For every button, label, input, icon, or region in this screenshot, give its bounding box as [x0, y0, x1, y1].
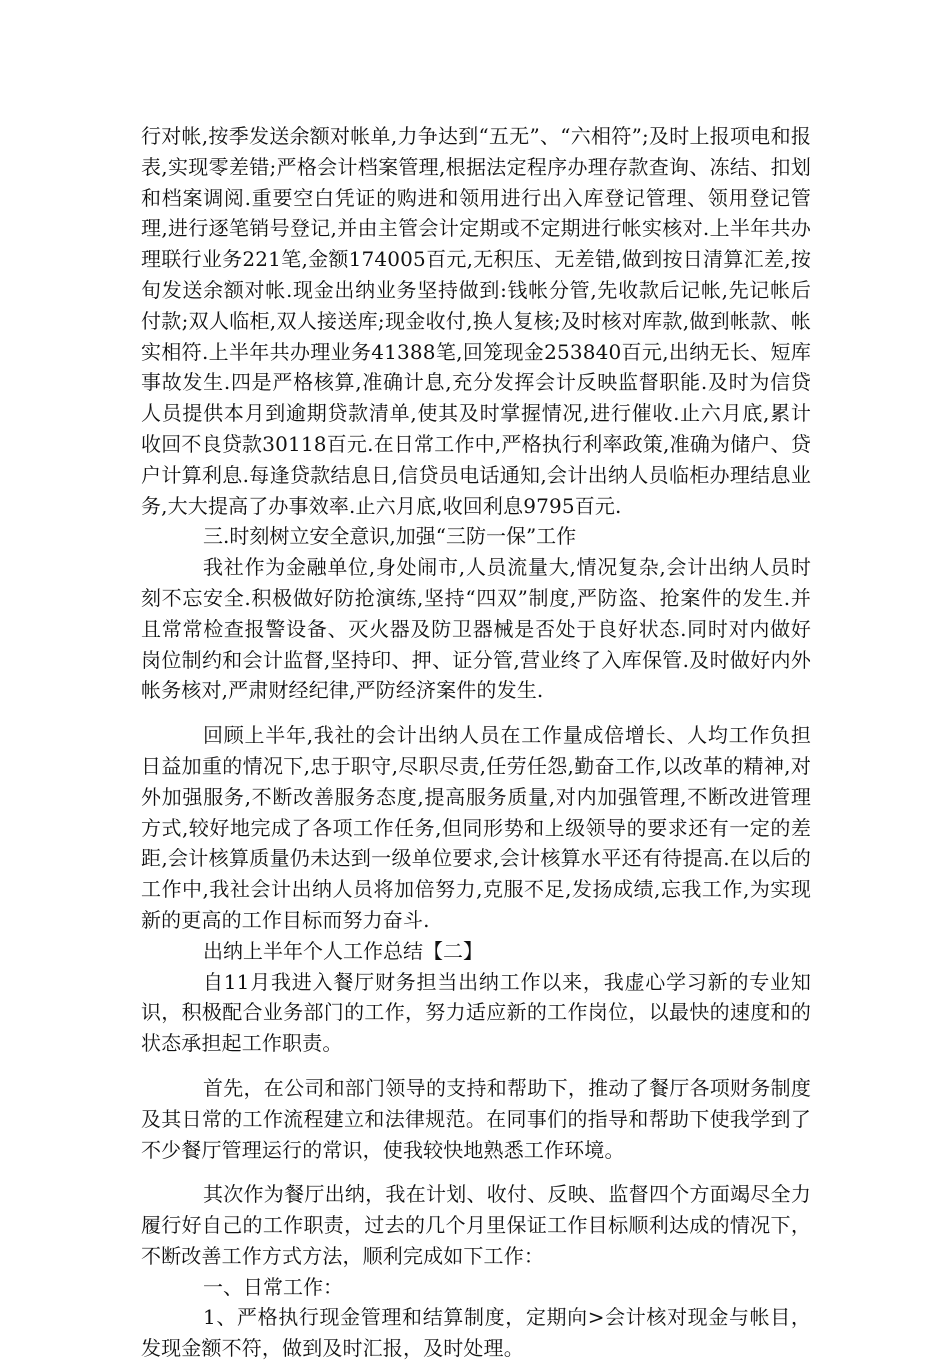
paragraph-review: 回顾上半年,我社的会计出纳人员在工作量成倍增长、人均工作负担日益加重的情况下,忠于职守,尽职尽责,任劳任怨,勤奋工作,以改革的精神,对外加强服务,不断改善服务态度,提高服务质量,对内加强管理,不断改进管理方式,较好地完成了各项工作任务,但同形势和上级领导的要求还有一定的差距,会计核算质量仍未达到一级单位要求,会计核算水平还有待提高.在以后的工作中,我社会计出纳人员将加倍努力,克服不足,发扬成绩,忘我工作,为实现新的更高的工作目标而努力奋斗. [141, 723, 811, 932]
paragraph-gap [141, 1059, 811, 1073]
paragraph-daily-item-1: 1、严格执行现金管理和结算制度，定期向>会计核对现金与帐目，发现金额不符，做到及时汇报，及时处理。 [141, 1305, 811, 1361]
paragraph-second: 其次作为餐厅出纳，我在计划、收付、反映、监督四个方面竭尽全力履行好自己的工作职责，过去的几个月里保证工作目标顺利达成的情况下，不断改善工作方式方法，顺利完成如下工作： [141, 1182, 811, 1268]
paragraph-gap [141, 1165, 811, 1179]
paragraph-accounting-management: 行对帐,按季发送余额对帐单,力争达到“五无”、“六相符”;及时上报项电和报表,实现零差错;严格会计档案管理,根据法定程序办理存款查询、冻结、扣划和档案调阅.重要空白凭证的购进和领用进行出入库登记管理、领用登记管理,进行逐笔销号登记,并由主管会计定期或不定期进行帐实核对.上半年共办理联行业务221笔,金额174005百元,无积压、无差错,做到按日清算汇差,按旬发送余额对帐.现金出纳业务坚持做到:钱帐分管,先收款后记帐,先记帐后付款;双人临柜,双人接送库;现金收付,换人复核;及时核对库款,做到帐款、帐实相符.上半年共办理业务41388笔,回笼现金253840百元,出纳无长、短库事故发生.四是严格核算,准确计息,充分发挥会计反映监督职能.及时为信贷人员提供本月到逾期贷款清单,使其及时掌握情况,进行催收.止六月底,累计收回不良贷款30118百元.在日常工作中,严格执行利率政策,准确为储户、贷户计算利息.每逢贷款结息日,信贷员电话通知,会计出纳人员临柜办理结息业务,大大提高了办事效率.止六月底,收回利息9795百元. [141, 124, 811, 518]
paragraph-gap [141, 706, 811, 720]
section-heading-safety: 三.时刻树立安全意识,加强“三防一保”工作 [203, 524, 577, 549]
paragraph-intro: 自11月我进入餐厅财务担当出纳工作以来，我虚心学习新的专业知识，积极配合业务部门的工作，努力适应新的工作岗位，以最快的速度和的状态承担起工作职责。 [141, 969, 811, 1056]
section-heading-summary-two: 出纳上半年个人工作总结【二】 [203, 938, 483, 963]
paragraph-safety: 我社作为金融单位,身处闹市,人员流量大,情况复杂,会计出纳人员时刻不忘安全.积极做好防抢演练,坚持“四双”制度,严防盗、抢案件的发生.并且常常检查报警设备、灭火器及防卫器械是否处于良好状态.同时对内做好岗位制约和会计监督,坚持印、押、证分管,营业终了入库保管.及时做好内外帐务核对,严肃财经纪律,严防经济案件的发生. [141, 555, 811, 703]
section-heading-daily-work: 一、日常工作： [203, 1274, 343, 1299]
document-body [141, 121, 811, 1364]
paragraph-first: 首先，在公司和部门领导的支持和帮助下，推动了餐厅各项财务制度及其日常的工作流程建立和法律规范。在同事们的指导和帮助下使我学到了不少餐厅管理运行的常识，使我较快地熟悉工作环境。 [141, 1075, 811, 1162]
